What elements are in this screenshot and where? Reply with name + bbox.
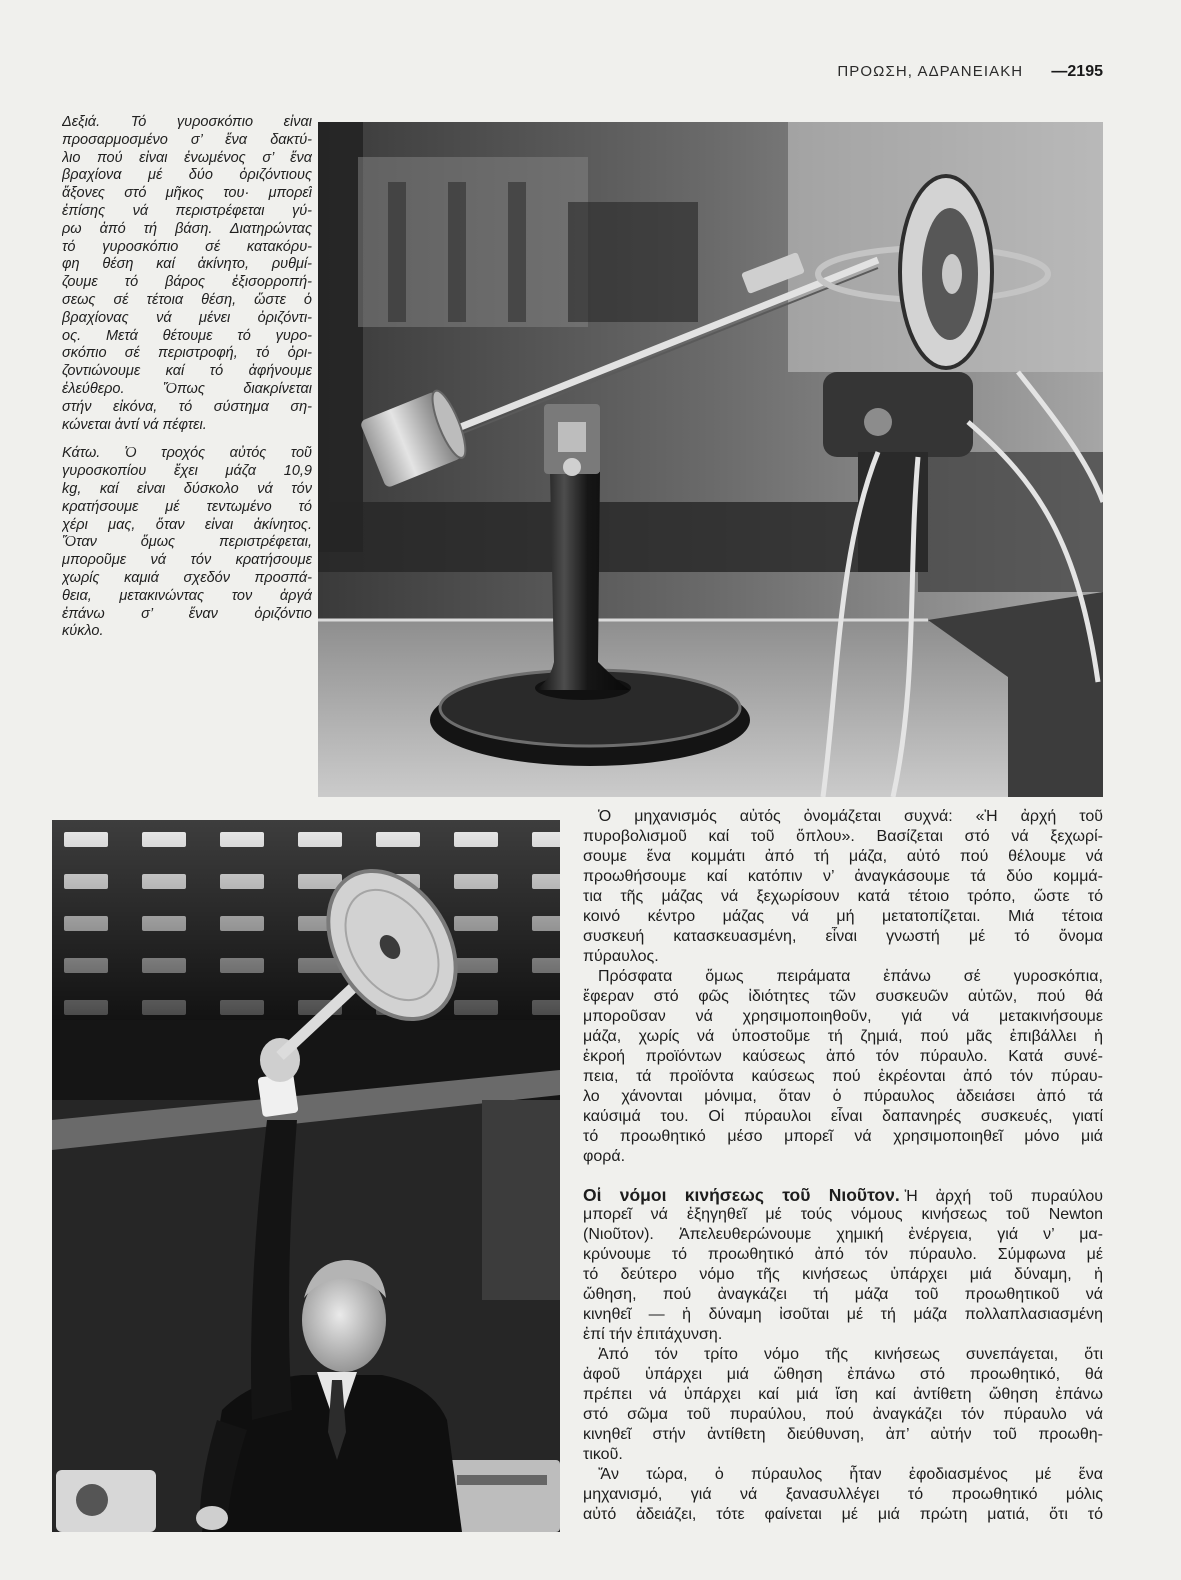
caption-line: ζοντιώνουμε καί τό ἀφήνουμε [62, 363, 312, 380]
text-line: στό σῶμα τοῦ πυραύλου, πού ἀναγκάζει τόν πύραυλο νά [583, 1406, 1103, 1423]
text-line: τικοῦ. [583, 1446, 623, 1463]
caption-line: θεια, μετακινώντας τον ἀργά [62, 587, 312, 604]
text-line: αὐτό ἀδειάζει, τότε φαίνεται μέ μιά πρώτη ματιά, ὅτι τό [583, 1506, 1103, 1523]
text-line: τό προωθητικό μέσο μπορεῖ νά χρησιμοποιηθεῖ μόνο μιά [583, 1128, 1103, 1145]
paragraph [583, 967, 1103, 1167]
text-line: μηχανισμό, γιά νά ξανασυλλέγει τό προωθητικό μόλις [583, 1486, 1103, 1503]
paragraph [583, 1185, 1103, 1345]
text-line: συσκευή κατασκευασμένη, εἶναι γνωστή μέ τό ὄνομα [583, 928, 1103, 945]
text-line: Ἀπό τόν τρίτο νόμο τῆς κινήσεως συνεπάγεται, ὅτι [598, 1346, 1103, 1363]
text-line: ἀφοῦ ὑπάρχει μιά ὤθηση ἐπάνω στό προωθητικό, θά [583, 1366, 1103, 1383]
man-holding-gyroscope-image [52, 820, 560, 1532]
text-line-content: Ἡ ἀρχή τοῦ πυραύλου [904, 1188, 1103, 1205]
text-line: πρέπει νά ὑπάρχει καί μιά ἴση καί ἀντίθετη ὤθηση ἐπάνω [583, 1386, 1103, 1403]
caption [62, 114, 312, 434]
caption-line: ἐλεύθερο. Ὅπως διακρίνεται [62, 380, 312, 397]
text-line: λο χάνονται μόνιμα, ὅταν ὁ πύραυλος ἀδειάσει ἀπό τά [583, 1088, 1103, 1105]
text-line: κινηθεῖ — ἡ δύναμη ἰσοῦται μέ τή μάζα πολλαπλασιασμένη [583, 1306, 1103, 1323]
caption-line: ζουμε τό βάρος ἐξισορροπή- [62, 274, 312, 291]
caption-line: σκόπιο σέ περιστροφή, τό ὀρι- [62, 345, 312, 362]
text-line: πύραυλος. [583, 948, 659, 965]
text-line [583, 1185, 1103, 1205]
caption-line: Δεξιά. Τό γυροσκόπιο εἶναι [62, 114, 312, 130]
text-line: προωθήσουμε καί κατόπιν ν’ ἀναγκάσουμε τά δύο κομμά- [583, 868, 1103, 885]
text-line: ἐπί τήν ἐπιτάχυνση. [583, 1326, 723, 1343]
caption-line: φη θέση καί ἀκίνητο, ρυθμί- [62, 256, 312, 273]
caption-line: στήν εἰκόνα, τό σύστημα ση- [62, 398, 312, 415]
text-line: ἔφεραν στό φῶς ἰδιότητες τῶν συσκευῶν αὐτῶν, πού θά [583, 988, 1103, 1005]
gyroscope-apparatus-photo [318, 122, 1103, 797]
text-line: πυροβολισμοῦ καί τοῦ ὅπλου». Βασίζεται στό νά ξεχωρί- [583, 828, 1103, 845]
caption-line: προσαρμοσμένο σ’ ἕνα δακτύ- [62, 131, 312, 148]
text-line: μπορεῖ νά ἐξηγηθεῖ μέ τούς νόμους κινήσεως τοῦ Newton [583, 1206, 1103, 1223]
photo-captions [62, 114, 312, 641]
caption [62, 445, 312, 641]
caption-line: σεως σέ τέτοια θέση, ὥστε ὁ [62, 291, 312, 308]
caption-line: ἐπάνω σ’ ἕναν ὀριζόντιο [62, 605, 312, 622]
caption-line: κώνεται ἀντί νά πέφτει. [62, 416, 207, 433]
text-line: κρύνουμε τό προωθητικό ἀπό τόν πύραυλο. Σύμφωνα μέ [583, 1246, 1103, 1263]
man-holding-gyroscope-photo [52, 820, 560, 1532]
text-line: ἐκροή προϊόντων καύσεως ἀπό τόν πύραυλο. Κατά συνέ- [583, 1048, 1103, 1065]
text-line: πεια, τά προϊόντα καύσεως πού ἐκρέονται ἀπό τόν πύραυ- [583, 1068, 1103, 1085]
caption-line: μποροῦμε νά τόν κρατήσουμε [62, 552, 312, 569]
ceiling-lights [52, 820, 560, 1020]
text-line: σουμε ἕνα κομμάτι ἀπό τή μάζα, αὐτό πού θέλουμε νά [583, 848, 1103, 865]
caption-line: kg, καί εἶναι δύσκολο νά τόν [62, 480, 312, 497]
text-line: καύσιμά του. Οἱ πύραυλοι εἶναι δαπανηρές συσκευές, γιατί [583, 1108, 1103, 1125]
text-line: μάζα, χωρίς νά ὑποστοῦμε τή ζημιά, πού μᾶς ἐπιβάλλει ἡ [583, 1028, 1103, 1045]
text-line: μποροῦσαν νά χρησιμοποιηθοῦν, γιά νά μετακινήσουμε [583, 1008, 1103, 1025]
text-line: κοινό κέντρο μάζας νά μή μετατοπίζεται. Μιά τέτοια [583, 908, 1103, 925]
caption-line: Κάτω. Ὁ τροχός αὐτός τοῦ [62, 445, 312, 462]
caption-line: κύκλο. [62, 623, 104, 640]
caption-line: ἄξονες στό μῆκος του· μπορεῖ [62, 185, 312, 202]
text-line: Ἄν τώρα, ὁ πύραυλος ἦταν ἐφοδιασμένος μέ ἕνα [598, 1466, 1103, 1483]
text-line: τό δεύτερο νόμο τῆς κινήσεως ὑπάρχει μιά δύναμη, ἡ [583, 1266, 1103, 1283]
paragraph [583, 1345, 1103, 1465]
section-heading: Οἱ νόμοι κινήσεως τοῦ Νιοῦτον. [583, 1185, 900, 1205]
arm-clamp [544, 404, 600, 476]
page-number: —2195 [1051, 63, 1103, 80]
article-text [583, 807, 1103, 1525]
caption-line: γυροσκοπίου ἔχει μάζα 10,9 [62, 463, 312, 480]
caption-line: ἐπίσης νά περιστρέφεται γύ- [62, 202, 312, 219]
text-line: Πρόσφατα ὅμως πειράματα ἐπάνω σέ γυροσκόπια, [598, 968, 1103, 985]
caption-line: βραχίονας νά μένει ὀριζόντι- [62, 309, 312, 326]
caption-line: Ὅταν ὅμως περιστρέφεται, [62, 534, 312, 551]
running-head [837, 62, 1103, 82]
caption-line: κρατήσουμε μέ τεντωμένο τό [62, 498, 312, 515]
caption-line: τό γυροσκόπιο σέ κατακόρυ- [62, 238, 312, 255]
paragraph [583, 807, 1103, 967]
text-line: φορά. [583, 1148, 626, 1165]
text-line: ὤθηση, πού ἀναγκάζει τή μάζα τοῦ προωθητικοῦ νά [583, 1286, 1103, 1303]
caption-line: χέρι μας, ὅταν εἶναι ἀκίνητος. [62, 516, 312, 533]
caption-line: χωρίς καμιά σχεδόν προσπά- [62, 569, 312, 586]
caption-line: λιο πού εἶναι ἐνωμένος σ’ ἕνα [62, 149, 312, 166]
caption-line: ρω ἀπό τή βάση. Διατηρώντας [62, 220, 312, 237]
paragraph [583, 1465, 1103, 1525]
text-line: Ὁ μηχανισμός αὐτός ὀνομάζεται συχνά: «Ἡ ἀρχή τοῦ [598, 808, 1103, 825]
gyroscope-apparatus-image [318, 122, 1103, 797]
running-head-title: ΠΡΟΩΣΗ, ΑΔΡΑΝΕΙΑΚΗ [837, 63, 1024, 80]
text-line: (Νιοῦτον). Ἀπελευθερώνουμε χημική ἐνέργεια, γιά ν’ μα- [583, 1226, 1103, 1243]
text-line: κινηθεῖ στήν ἀντίθετη διεύθυνση, ἀπ’ αὐτήν τοῦ προωθη- [583, 1426, 1103, 1443]
caption-line: βραχίονα μέ δύο ὀριζόντιους [62, 167, 312, 184]
caption-line: ος. Μετά θέτουμε τό γυρο- [62, 327, 312, 344]
text-line: τια τῆς μάζας νά ξεχωρίσουν κατά τέτοιο τρόπο, ὥστε τό [583, 888, 1103, 905]
